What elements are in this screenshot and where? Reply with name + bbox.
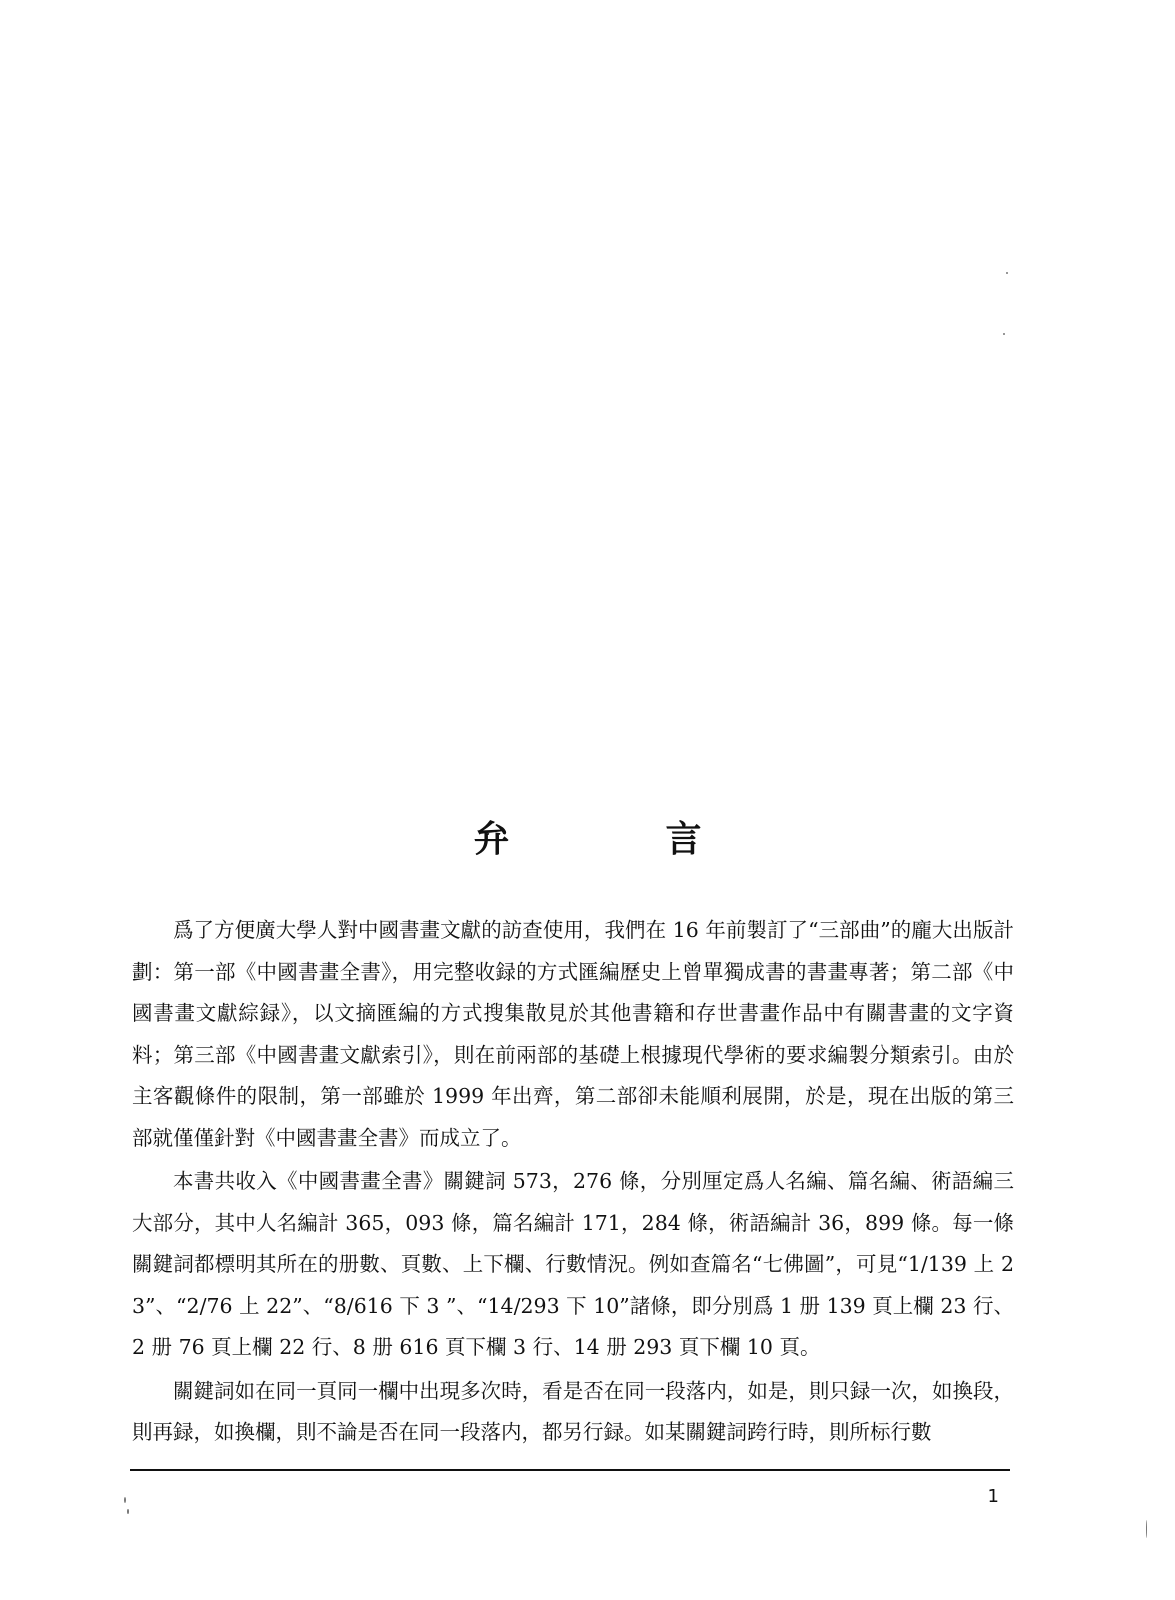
- page-number: 1: [987, 1486, 999, 1507]
- scan-speck: [1146, 1520, 1147, 1538]
- scan-speck: [124, 1497, 126, 1503]
- scan-speck: [127, 1509, 129, 1514]
- paragraph-1: 爲了方便廣大學人對中國書畫文獻的訪查使用，我們在 16 年前製訂了“三部曲”的龐大出版計劃：第一部《中國書畫全書》，用完整收録的方式匯編歷史上曾單獨成書的書畫專著；第二部《中國書畫文獻綜録》，以文摘匯編的方式搜集散見於其他書籍和存世書畫作品中有關書畫的文字資料；第三部《中國書畫文獻索引》，則在前兩部的基礎上根據現代學術的要求編製分類索引。由於主客觀條件的限制，第一部雖於 1999 年出齊，第二部卻未能順利展開，於是，現在出版的第三部就僅僅針對《中國書畫全書》而成立了。: [132, 918, 1014, 1150]
- paragraph-2: 本書共收入《中國書畫全書》關鍵詞 573，276 條，分別厘定爲人名編、篇名編、術語編三大部分，其中人名編計 365，093 條，篇名編計 171，284 條，術語編計 36，899 條。每一條關鍵詞都標明其所在的册數、頁數、上下欄、行數情況。例如查篇名“七佛圖”，可見“1/139 上 23”、“2/76 上 22”、“8/616 下 3 ”、“14/293 下 10”諸條，即分別爲 1 册 139 頁上欄 23 行、2 册 76 頁上欄 22 行、8 册 616 頁下欄 3 行、14 册 293 頁下欄 10 頁。: [132, 1169, 1014, 1359]
- body-text: [132, 910, 1014, 1456]
- scan-speck: [1006, 272, 1008, 274]
- paragraph-3: 關鍵詞如在同一頁同一欄中出現多次時，看是否在同一段落内，如是，則只録一次，如換段，則再録，如換欄，則不論是否在同一段落内，都另行録。如某關鍵詞跨行時，則所标行數: [132, 1378, 1014, 1444]
- footer-rule: [130, 1469, 1010, 1471]
- page-title: 弁 言: [473, 819, 762, 860]
- scan-speck: [1003, 333, 1005, 335]
